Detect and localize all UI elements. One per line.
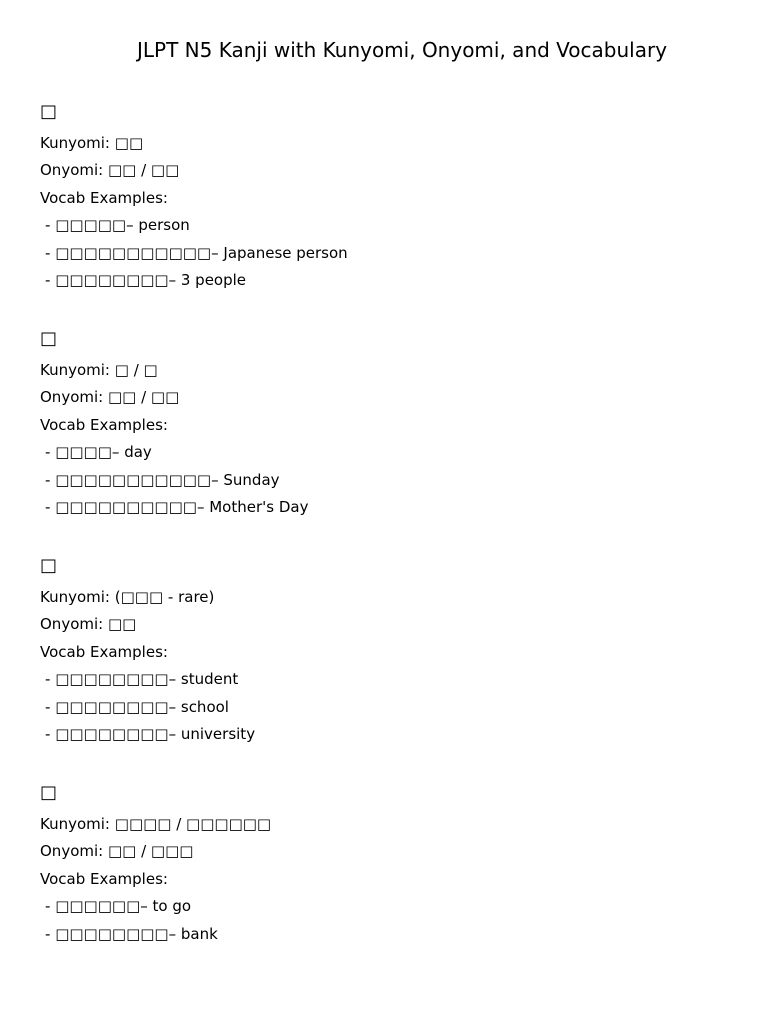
vocab-bullet: - (45, 670, 51, 688)
vocab-word: □□□□ (55, 443, 112, 461)
onyomi-line (40, 384, 740, 412)
onyomi-line (40, 838, 740, 866)
vocab-item (40, 240, 740, 268)
vocab-word: □□□□□□□□ (55, 697, 169, 716)
vocab-dash: – (196, 498, 205, 516)
vocab-bullet: - (45, 697, 51, 716)
kanji-character: □ (40, 555, 58, 576)
vocab-bullet: - (45, 443, 51, 461)
vocab-item (40, 467, 740, 495)
vocab-header: Vocab Examples: (40, 869, 168, 888)
vocab-item (40, 267, 740, 295)
vocab-meaning: Mother's Day (209, 498, 309, 516)
vocab-item (40, 721, 740, 749)
vocab-meaning: 3 people (180, 271, 247, 289)
vocab-bullet: - (45, 216, 51, 234)
vocab-bullet: - (45, 924, 51, 943)
kanji-section (40, 776, 740, 948)
kunyomi-reading: □□□□ / □□□□□□ (114, 814, 272, 833)
vocab-meaning: day (124, 443, 152, 461)
onyomi-label: Onyomi: (40, 615, 104, 633)
kanji-section (40, 95, 740, 295)
vocab-word: □□□□□□□□ (55, 924, 169, 943)
vocab-word: □□□□□□ (55, 897, 141, 915)
vocab-bullet: - (45, 271, 51, 289)
vocab-item (40, 893, 740, 921)
onyomi-reading: □□ / □□ (107, 161, 180, 179)
vocab-word: □□□□□□□□□□□ (55, 243, 212, 262)
vocab-word: □□□□□□□□ (55, 725, 169, 743)
vocab-dash: – (140, 897, 148, 915)
vocab-dash: – (126, 216, 134, 234)
onyomi-reading: □□ / □□□ (107, 842, 194, 860)
vocab-header: Vocab Examples: (40, 415, 168, 434)
vocab-dash: – (211, 243, 219, 262)
vocab-bullet: - (45, 470, 51, 489)
vocab-item (40, 494, 740, 522)
vocab-dash: – (168, 697, 177, 716)
vocab-dash: – (111, 443, 120, 461)
vocab-meaning: person (138, 216, 190, 234)
vocab-word: □□□□□□□□□□□ (55, 470, 212, 489)
vocab-item (40, 921, 740, 949)
vocab-bullet: - (45, 243, 51, 262)
vocab-header: Vocab Examples: (40, 642, 168, 661)
kunyomi-line (40, 357, 740, 385)
kunyomi-label: Kunyomi: (40, 587, 110, 606)
vocab-word: □□□□□ (55, 216, 127, 234)
vocab-item (40, 666, 740, 694)
onyomi-line (40, 157, 740, 185)
kanji-character: □ (40, 782, 58, 803)
vocab-dash: – (168, 271, 177, 289)
kunyomi-reading: (□□□ - rare) (114, 587, 215, 606)
vocab-word: □□□□□□□□ (55, 670, 169, 688)
kanji-character: □ (40, 328, 58, 349)
vocab-meaning: to go (152, 897, 192, 915)
vocab-item (40, 439, 740, 467)
vocab-bullet: - (45, 498, 51, 516)
onyomi-label: Onyomi: (40, 842, 104, 860)
onyomi-reading: □□ / □□ (107, 388, 180, 406)
kunyomi-label: Kunyomi: (40, 133, 110, 152)
onyomi-line (40, 611, 740, 639)
vocab-word: □□□□□□□□□□ (55, 498, 197, 516)
kunyomi-reading: □ / □ (114, 360, 158, 379)
vocab-dash: – (168, 725, 177, 743)
kunyomi-label: Kunyomi: (40, 814, 110, 833)
vocab-meaning: Japanese person (223, 243, 348, 262)
onyomi-label: Onyomi: (40, 161, 104, 179)
vocab-word: □□□□□□□□ (55, 271, 169, 289)
vocab-item (40, 694, 740, 722)
vocab-dash: – (168, 924, 177, 943)
vocab-bullet: - (45, 897, 51, 915)
kunyomi-line (40, 584, 740, 612)
onyomi-reading: □□ (107, 615, 137, 633)
kanji-section (40, 322, 740, 522)
vocab-meaning: university (180, 725, 256, 743)
kunyomi-line (40, 811, 740, 839)
vocab-meaning: student (180, 670, 239, 688)
vocab-meaning: Sunday (223, 470, 280, 489)
kanji-character: □ (40, 101, 58, 122)
vocab-bullet: - (45, 725, 51, 743)
kunyomi-label: Kunyomi: (40, 360, 110, 379)
onyomi-label: Onyomi: (40, 388, 104, 406)
vocab-header: Vocab Examples: (40, 188, 168, 207)
kunyomi-line (40, 130, 740, 158)
vocab-meaning: school (180, 697, 229, 716)
vocab-dash: – (168, 670, 177, 688)
kunyomi-reading: □□ (114, 133, 144, 152)
kanji-list (40, 95, 740, 976)
page-title: JLPT N5 Kanji with Kunyomi, Onyomi, and Vocabulary (136, 38, 668, 62)
kanji-section (40, 549, 740, 749)
vocab-meaning: bank (180, 924, 218, 943)
vocab-item (40, 212, 740, 240)
vocab-dash: – (211, 470, 219, 489)
